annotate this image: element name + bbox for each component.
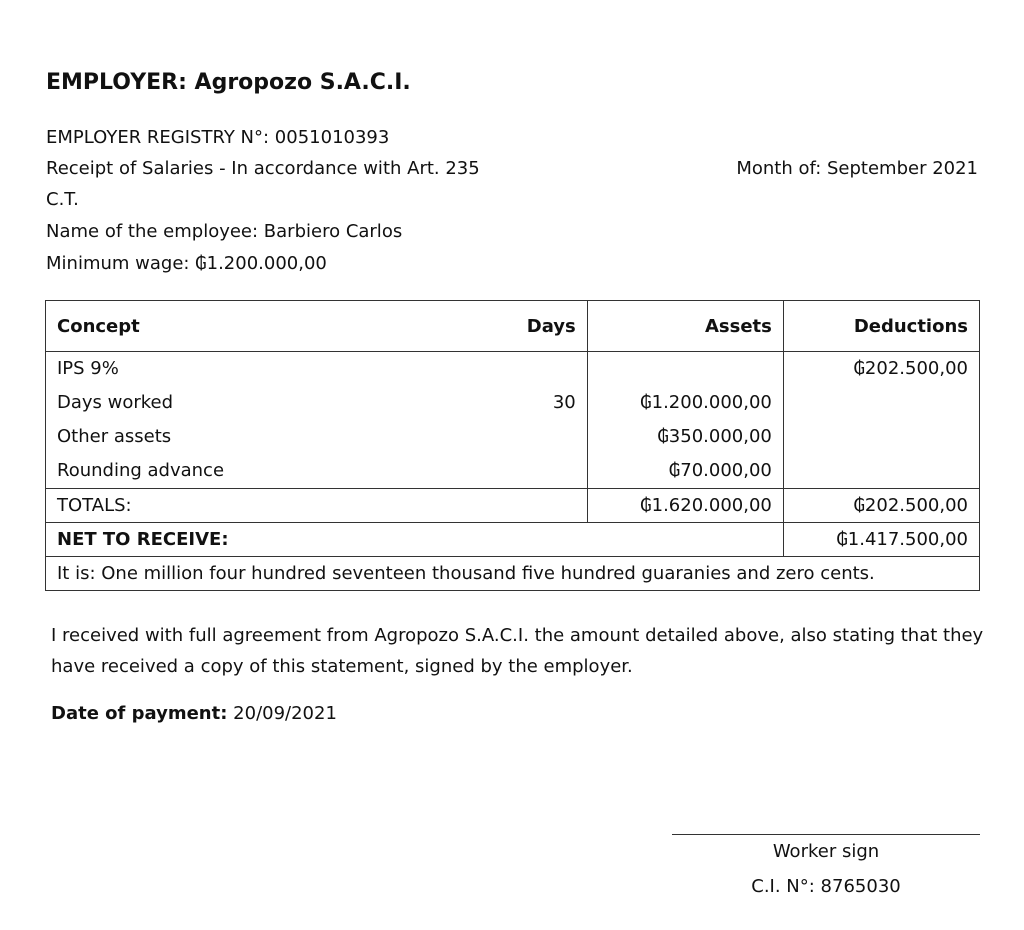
table-row-assets: ₲350.000,00 (657, 426, 772, 447)
table-row-concept: IPS 9% (57, 358, 119, 379)
table-header-row (46, 301, 980, 352)
table-row-deductions (795, 420, 968, 454)
totals-label: TOTALS: (46, 489, 588, 523)
totals-row (46, 489, 980, 523)
payment-date (51, 703, 337, 724)
table-row-deductions (795, 454, 968, 488)
worker-sign-label: Worker sign (772, 841, 880, 862)
table-row-concept: Days worked (57, 392, 174, 413)
days-column (516, 352, 587, 489)
header-deductions: Deductions (783, 301, 979, 352)
table-row-days (527, 420, 576, 454)
table-row-concept: Other assets (57, 426, 172, 447)
header-concept: Concept (46, 301, 516, 352)
totals-assets: ₲1.620.000,00 (587, 489, 783, 523)
payment-date-value: 20/09/2021 (233, 703, 337, 724)
totals-deductions: ₲202.500,00 (783, 489, 979, 523)
header-days: Days (516, 301, 587, 352)
table-row-assets: ₲70.000,00 (668, 460, 772, 481)
amount-in-words: It is: One million four hundred seventeen thousand five hundred guaranies and zero cents. (46, 557, 980, 591)
table-row-deductions (795, 386, 968, 420)
assets-column (587, 352, 783, 489)
minimum-wage: Minimum wage: ₲1.200.000,00 (46, 253, 327, 274)
receipt-description-line2: C.T. (46, 189, 79, 210)
deductions-column (783, 352, 979, 489)
header-assets: Assets (587, 301, 783, 352)
receipt-description-line1: Receipt of Salaries - In accordance with Art. 235 (46, 158, 480, 179)
concept-column (46, 352, 516, 489)
employer-title: EMPLOYER: Agropozo S.A.C.I. (46, 70, 411, 95)
signature-line (672, 834, 980, 835)
net-value: ₲1.417.500,00 (783, 523, 979, 557)
agreement-statement: I received with full agreement from Agropozo S.A.C.I. the amount detailed above, also stating that they have received a copy of this statement, signed by the employer. (51, 625, 984, 677)
payment-date-label: Date of payment: (51, 703, 228, 724)
salary-table (45, 300, 980, 591)
table-row-days (527, 454, 576, 488)
table-row-assets: ₲1.200.000,00 (640, 392, 772, 413)
employer-registry: EMPLOYER REGISTRY N°: 0051010393 (46, 127, 390, 148)
net-label: NET TO RECEIVE: (46, 523, 784, 557)
table-row-assets (599, 352, 772, 386)
employee-name: Name of the employee: Barbiero Carlos (46, 221, 403, 242)
worker-ci-number: C.I. N°: 8765030 (751, 876, 901, 897)
pay-month: Month of: September 2021 (736, 158, 978, 179)
table-body-rows (46, 352, 980, 489)
net-row (46, 523, 980, 557)
table-row-days: 30 (552, 392, 576, 413)
table-row-days (527, 352, 576, 386)
table-row-concept: Rounding advance (57, 460, 225, 481)
amount-words-row (46, 557, 980, 591)
table-row-deductions: ₲202.500,00 (853, 358, 968, 379)
